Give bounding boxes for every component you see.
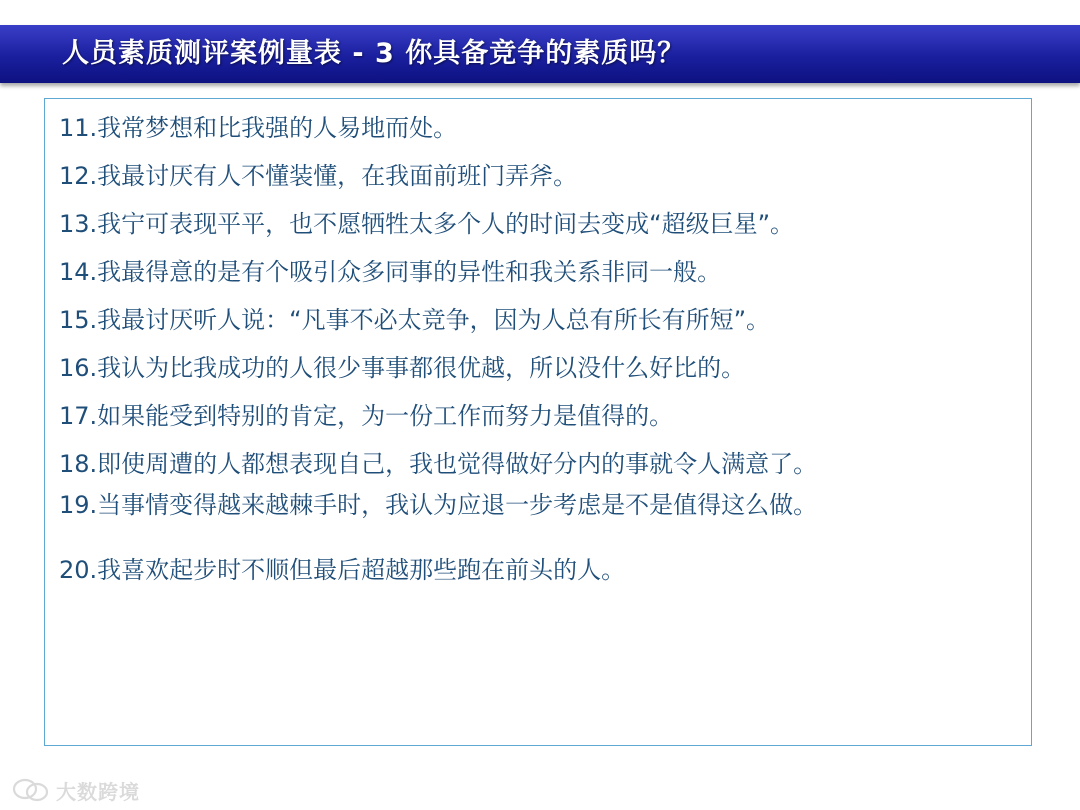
questionnaire-box	[44, 98, 1032, 746]
question-item-11: 11.我常梦想和比我强的人易地而处。	[59, 114, 458, 142]
slide-title: 人员素质测评案例量表 - 3 你具备竞争的素质吗？	[62, 38, 686, 69]
question-item-18: 18.即使周遭的人都想表现自己，我也觉得做好分内的事就令人满意了。	[59, 450, 818, 478]
watermark-text: 大数跨境	[56, 779, 140, 804]
title-bar	[0, 25, 1080, 83]
watermark	[12, 776, 140, 804]
question-item-12: 12.我最讨厌有人不懂装懂，在我面前班门弄斧。	[59, 162, 578, 190]
question-item-17: 17.如果能受到特别的肯定，为一份工作而努力是值得的。	[59, 402, 674, 430]
question-item-16: 16.我认为比我成功的人很少事事都很优越，所以没什么好比的。	[59, 354, 746, 382]
wechat-logo-icon	[12, 778, 50, 802]
question-item-14: 14.我最得意的是有个吸引众多同事的异性和我关系非同一般。	[59, 258, 722, 286]
question-item-15: 15.我最讨厌听人说：“凡事不必太竞争，因为人总有所长有所短”。	[59, 306, 771, 334]
question-item-19: 19.当事情变得越来越棘手时，我认为应退一步考虑是不是值得这么做。	[59, 491, 818, 519]
question-item-13: 13.我宁可表现平平，也不愿牺牲太多个人的时间去变成“超级巨星”。	[59, 210, 795, 238]
question-item-20: 20.我喜欢起步时不顺但最后超越那些跑在前头的人。	[59, 556, 626, 584]
